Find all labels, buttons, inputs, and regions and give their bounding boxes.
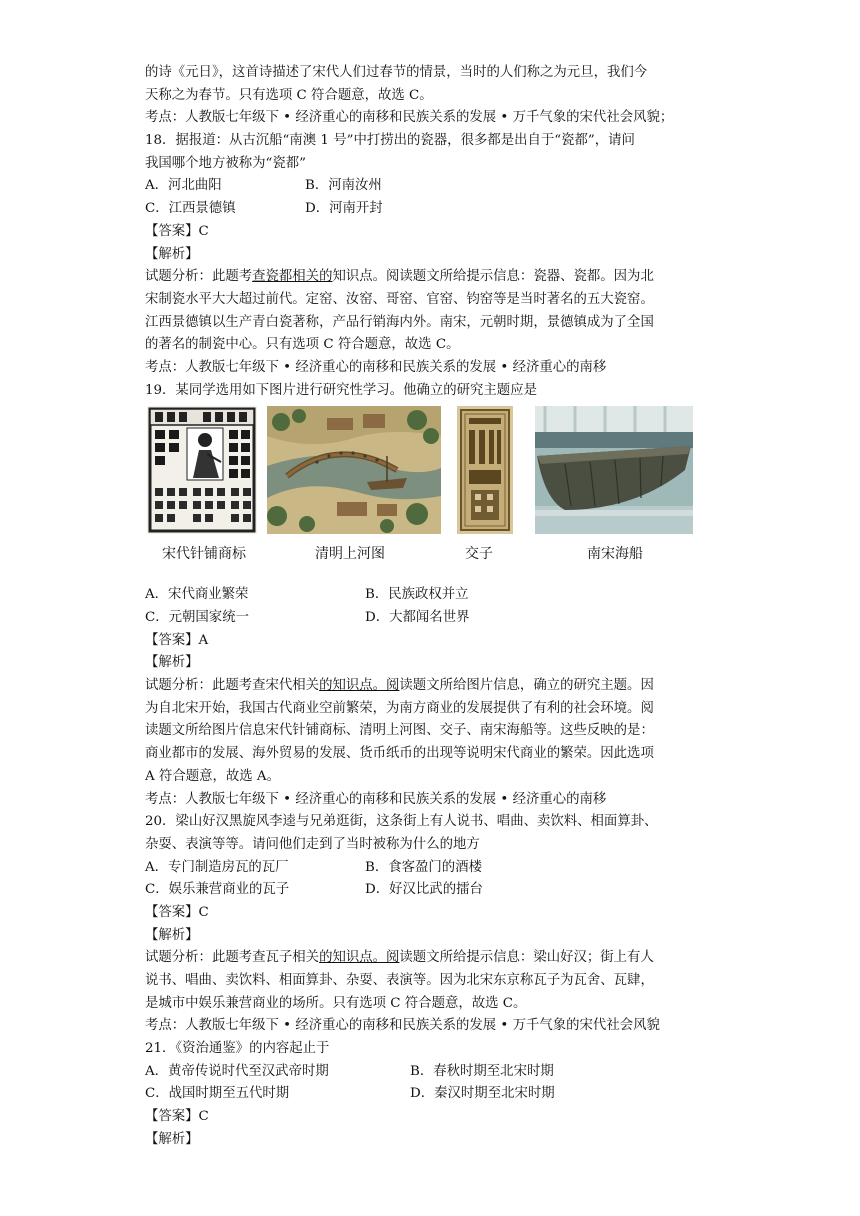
- q18-option-a[interactable]: A．河北曲阳: [145, 178, 222, 194]
- q18-option-c[interactable]: C．江西景德镇: [145, 201, 236, 217]
- q18-analysis-line-4: 的著名的制瓷中心。只有选项 C 符合题意，故选 C。: [145, 337, 460, 353]
- q19-option-b[interactable]: B．民族政权并立: [365, 587, 469, 603]
- needle-shop-trademark-image: [147, 406, 257, 534]
- q18-analysis-heading: 【解析】: [145, 246, 199, 262]
- southern-song-ship-image: [535, 406, 693, 534]
- q19-options-row-1: [145, 584, 725, 607]
- q18-option-b[interactable]: B．河南汝州: [305, 178, 382, 194]
- q20-analysis-heading: 【解析】: [145, 927, 199, 943]
- q21-stem: 21．《资治通鉴》的内容起止于: [145, 1041, 330, 1057]
- q18-analysis-line-2: 宋制瓷水平大大超过前代。定窑、汝窑、哥窑、官窑、钧窑等是当时著名的五大瓷窑。: [145, 291, 654, 307]
- q18-options-row-2: [145, 198, 725, 221]
- q20-stem-line-1: 20．梁山好汉黑旋风李逵与兄弟逛街，这条街上有人说书、唱曲、卖饮料、相面算卦、: [145, 814, 658, 830]
- q20-analysis-underlined: 的知识点。阅: [319, 950, 400, 966]
- q19-figure: [145, 406, 725, 584]
- q21-options-row-2: [145, 1083, 725, 1106]
- q18-analysis-line-1: [145, 266, 725, 289]
- q19-analysis-line-4: 商业都市的发展、海外贸易的发展、货币纸币的出现等说明宋代商业的繁荣。因此选项: [145, 746, 654, 762]
- q20-analysis-line-1: [145, 947, 725, 970]
- q19-options-row-2: [145, 607, 725, 630]
- q18-analysis-post: 知识点。阅读题文所给提示信息：瓷器、瓷都。因为北: [332, 269, 654, 285]
- q20-analysis-pre: 试题分析：此题考查瓦子相关: [145, 950, 320, 966]
- caption-qingming-scroll: 清明上河图: [315, 546, 385, 563]
- q18-stem-line-2: 我国哪个地方被称为“瓷都”: [145, 155, 306, 171]
- q20-analysis-line-3: 是城市中娱乐兼营商业的场所。只有选项 C 符合题意，故选 C。: [145, 995, 527, 1011]
- q18-analysis-pre: 试题分析：此题考: [145, 269, 253, 285]
- q20-option-a[interactable]: A．专门制造房瓦的瓦厂: [145, 859, 289, 875]
- q21-options-row-1: [145, 1061, 725, 1084]
- q18-answer: 【答案】C: [145, 223, 209, 239]
- caption-jiaozi: 交子: [465, 546, 493, 563]
- q17-analysis-line-2: 天称之为春节。只有选项 C 符合题意，故选 C。: [145, 87, 433, 103]
- document-page: [145, 62, 725, 1152]
- q21-option-b[interactable]: B．春秋时期至北宋时期: [410, 1063, 554, 1079]
- q18-stem-line-1: 18．据报道：从古沉船“南澳 1 号”中打捞出的瓷器，很多都是出自于“瓷都”，请问: [145, 133, 635, 149]
- q20-knowledge-point: 考点：人教版七年级下 • 经济重心的南移和民族关系的发展 • 万千气象的宋代社会风貌: [145, 1018, 660, 1034]
- q20-option-d[interactable]: D．好汉比武的擂台: [365, 882, 483, 898]
- q19-analysis-underlined: 的知识点。阅: [319, 678, 400, 694]
- q18-options-row-1: [145, 175, 725, 198]
- jiaozi-banknote-image: [457, 406, 513, 534]
- q19-option-c[interactable]: C．元朝国家统一: [145, 610, 249, 625]
- q20-answer: 【答案】C: [145, 904, 209, 920]
- q21-analysis-heading: 【解析】: [145, 1131, 199, 1147]
- q19-analysis-heading: 【解析】: [145, 655, 199, 671]
- q21-answer: 【答案】C: [145, 1109, 209, 1125]
- q20-analysis-post: 读题文所给提示信息：梁山好汉；街上有人: [399, 950, 654, 966]
- q19-analysis-line-2: 为自北宋开始，我国古代商业空前繁荣，为南方商业的发展提供了有利的社会环境。阅: [145, 700, 654, 716]
- q21-option-c[interactable]: C．战国时期至五代时期: [145, 1086, 290, 1102]
- q19-answer: 【答案】A: [145, 632, 209, 648]
- q18-knowledge-point: 考点：人教版七年级下 • 经济重心的南移和民族关系的发展 • 经济重心的南移: [145, 359, 607, 375]
- q20-options-row-2: [145, 879, 725, 902]
- q19-analysis-line-5: A 符合题意，故选 A。: [145, 768, 280, 784]
- q17-knowledge-point: 考点：人教版七年级下 • 经济重心的南移和民族关系的发展 • 万千气象的宋代社会风貌；: [145, 110, 674, 126]
- q19-analysis-line-3: 读题文所给图片信息宋代针铺商标、清明上河图、交子、南宋海船等。这些反映的是：: [145, 723, 654, 739]
- q19-stem: 19．某同学选用如下图片进行研究性学习。他确立的研究主题应是: [145, 382, 537, 398]
- caption-needle-shop-trademark: 宋代针铺商标: [162, 546, 246, 563]
- q19-analysis-pre: 试题分析：此题考查宋代相关: [145, 678, 320, 694]
- q20-option-c[interactable]: C．娱乐兼营商业的瓦子: [145, 882, 290, 898]
- caption-southern-song-ship: 南宋海船: [587, 546, 643, 563]
- q19-option-a[interactable]: A．宋代商业繁荣: [145, 587, 249, 603]
- q20-options-row-1: [145, 857, 725, 880]
- q20-option-b[interactable]: B．食客盈门的酒楼: [365, 859, 482, 875]
- q20-analysis-line-2: 说书、唱曲、卖饮料、相面算卦、杂耍、表演等。因为北宋东京称瓦子为瓦舍、瓦肆，: [145, 973, 654, 988]
- qingming-scroll-image: [267, 406, 441, 534]
- q18-analysis-underlined: 查瓷都相关的: [252, 269, 333, 285]
- q18-analysis-line-3: 江西景德镇以生产青白瓷著称，产品行销海内外。南宋，元朝时期，景德镇成为了全国: [145, 314, 654, 330]
- q19-knowledge-point: 考点：人教版七年级下 • 经济重心的南移和民族关系的发展 • 经济重心的南移: [145, 791, 607, 807]
- q19-analysis-line-1: [145, 675, 725, 698]
- q19-analysis-post: 读题文所给图片信息，确立的研究主题。因: [399, 678, 654, 694]
- q20-stem-line-2: 杂耍、表演等等。请问他们走到了当时被称为什么的地方: [145, 836, 480, 852]
- q19-option-d[interactable]: D．大都闻名世界: [365, 610, 470, 625]
- q21-option-d[interactable]: D．秦汉时期至北宋时期: [410, 1086, 555, 1102]
- q21-option-a[interactable]: A．黄帝传说时代至汉武帝时期: [145, 1063, 329, 1079]
- q17-analysis-line-1: 的诗《元日》，这首诗描述了宋代人们过春节的情景，当时的人们称之为元旦，我们今: [145, 65, 648, 80]
- q18-option-d[interactable]: D．河南开封: [305, 201, 383, 217]
